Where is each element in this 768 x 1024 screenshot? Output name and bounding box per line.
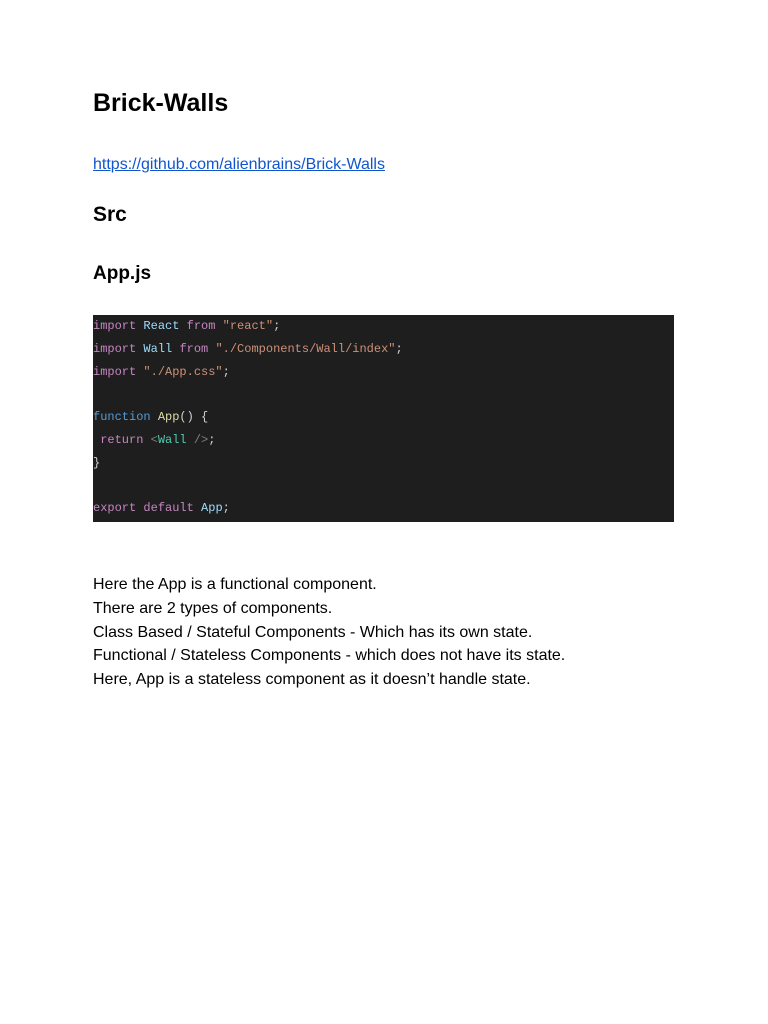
code-line-blank: [93, 383, 674, 406]
code-line: [93, 315, 674, 338]
page-title: Brick-Walls: [93, 89, 229, 117]
code-token: () {: [179, 410, 209, 425]
code-token: <: [150, 432, 158, 447]
code-token: import: [93, 364, 137, 379]
body-line: Here the App is a functional component.: [93, 576, 377, 593]
code-token: [143, 433, 150, 447]
code-token: ;: [208, 432, 216, 447]
code-block: [93, 315, 674, 522]
code-token: [179, 319, 186, 333]
body-line: There are 2 types of components.: [93, 599, 333, 617]
code-line: [93, 338, 674, 361]
code-token: from: [186, 319, 216, 333]
code-token: [151, 410, 158, 424]
code-token: function: [93, 410, 151, 425]
code-token: default: [143, 501, 194, 516]
code-token: ;: [222, 501, 230, 516]
code-token: ;: [395, 341, 403, 356]
code-token: "./Components/Wall/index": [215, 341, 396, 356]
code-line: [93, 406, 674, 429]
body-paragraph: [93, 573, 565, 692]
code-line-blank: [93, 475, 674, 498]
body-line: Functional / Stateless Components - which does not have its state.: [93, 647, 566, 665]
code-token: App: [157, 410, 180, 425]
code-token: return: [100, 432, 144, 447]
code-token: }: [93, 455, 101, 470]
code-token: "./App.css": [143, 364, 223, 379]
code-token: from: [179, 341, 209, 356]
code-token: ;: [222, 364, 230, 379]
code-token: ;: [273, 319, 281, 333]
github-repo-link[interactable]: https://github.com/alienbrains/Brick-Walls: [93, 156, 385, 173]
code-line: [93, 361, 674, 384]
code-token: />: [186, 432, 209, 447]
body-line: Class Based / Stateful Components - Which has its own state.: [93, 623, 533, 641]
section-heading-src: Src: [93, 203, 127, 226]
code-token: import: [93, 341, 137, 356]
code-token: import: [93, 319, 137, 333]
body-line: Here, App is a stateless component as it doesn’t handle state.: [93, 671, 531, 689]
code-line: [93, 452, 674, 475]
code-token: React: [143, 319, 180, 333]
code-line: [93, 429, 674, 452]
file-heading-app-js: App.js: [93, 263, 152, 284]
code-token: export: [93, 501, 137, 516]
code-token: [194, 501, 201, 515]
code-token: Wall: [143, 341, 173, 356]
code-token: [215, 319, 222, 333]
code-token: Wall: [157, 432, 187, 447]
code-line: [93, 497, 674, 520]
code-token: "react": [222, 319, 274, 333]
code-token: App: [201, 501, 223, 516]
